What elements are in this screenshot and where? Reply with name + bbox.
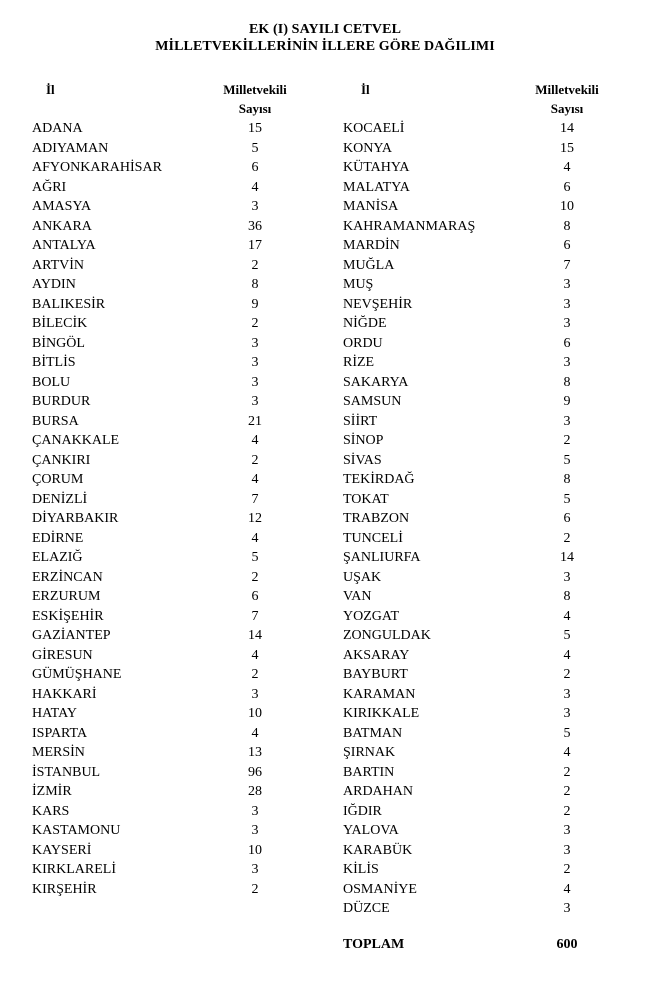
deputy-count: 8 — [563, 472, 571, 487]
province-row — [343, 412, 613, 432]
right-count-header-line1: Milletvekili — [535, 82, 599, 97]
province-name: ÇORUM — [32, 472, 84, 487]
province-row — [32, 665, 302, 685]
deputy-count: 6 — [251, 589, 259, 604]
deputy-count: 2 — [563, 803, 571, 819]
deputy-count: 7 — [251, 491, 259, 507]
deputy-count: 3 — [563, 901, 571, 916]
province-row — [343, 646, 613, 666]
deputy-count: 8 — [563, 374, 571, 390]
province-row — [343, 724, 613, 744]
province-name: AMASYA — [32, 199, 92, 214]
province-row — [343, 685, 613, 705]
deputy-count: 4 — [251, 725, 259, 741]
province-name: MUĞLA — [343, 257, 395, 273]
province-name: MALATYA — [343, 179, 410, 195]
province-name: GAZİANTEP — [32, 628, 111, 643]
deputy-count: 2 — [251, 667, 259, 682]
province-name: ELAZIĞ — [32, 550, 83, 565]
province-name: BİNGÖL — [32, 335, 85, 351]
province-row — [343, 587, 613, 607]
province-row — [32, 275, 302, 295]
deputy-count: 7 — [251, 608, 259, 624]
province-row — [343, 275, 613, 295]
deputy-count: 4 — [251, 530, 259, 546]
deputy-count: 13 — [248, 745, 262, 760]
deputy-count: 2 — [251, 316, 259, 331]
deputy-count: 9 — [563, 394, 571, 409]
deputy-count: 3 — [251, 803, 259, 819]
province-row — [343, 743, 613, 763]
deputy-count: 21 — [248, 413, 262, 429]
province-name: YALOVA — [343, 823, 399, 838]
province-name: AKSARAY — [343, 647, 410, 663]
province-name: KARS — [32, 803, 70, 819]
province-name: DİYARBAKIR — [32, 511, 119, 526]
deputy-count: 4 — [563, 608, 571, 624]
right-count-header-line2: Sayısı — [550, 101, 584, 116]
province-name: ARTVİN — [32, 257, 85, 273]
deputy-count: 2 — [563, 667, 571, 682]
deputy-count: 3 — [251, 374, 259, 390]
deputy-count: 28 — [248, 784, 262, 799]
deputy-count: 8 — [563, 589, 571, 604]
province-row — [343, 607, 613, 627]
province-row — [343, 295, 613, 315]
province-row — [32, 256, 302, 276]
province-name: İSTANBUL — [32, 764, 101, 780]
province-row — [32, 880, 302, 900]
province-name: ARDAHAN — [343, 784, 413, 799]
province-row — [32, 197, 302, 217]
province-row — [32, 470, 302, 490]
province-row — [343, 704, 613, 724]
province-row — [32, 451, 302, 471]
province-name: AĞRI — [32, 179, 67, 195]
province-row — [343, 431, 613, 451]
total-label: TOPLAM — [343, 937, 405, 952]
deputy-count: 4 — [251, 472, 259, 487]
province-row — [32, 568, 302, 588]
deputy-count: 7 — [563, 257, 571, 273]
province-name: BİTLİS — [32, 355, 76, 370]
deputy-count: 17 — [248, 238, 262, 253]
deputy-count: 6 — [251, 160, 259, 175]
province-name: TUNCELİ — [343, 530, 403, 546]
deputy-count: 10 — [248, 842, 262, 858]
deputy-count: 10 — [560, 199, 574, 214]
province-row — [32, 236, 302, 256]
deputy-count: 5 — [251, 140, 259, 156]
province-name: ŞIRNAK — [343, 745, 396, 760]
province-name: KİLİS — [343, 862, 379, 877]
deputy-count: 3 — [563, 296, 571, 312]
deputy-count: 3 — [563, 355, 571, 370]
deputy-count: 2 — [563, 862, 571, 877]
province-row — [343, 860, 613, 880]
province-name: GÜMÜŞHANE — [32, 667, 122, 682]
deputy-count: 6 — [563, 238, 571, 253]
province-row — [343, 568, 613, 588]
province-row — [32, 314, 302, 334]
province-row — [343, 529, 613, 549]
province-name: SAMSUN — [343, 394, 402, 409]
deputy-count: 10 — [248, 706, 262, 721]
deputy-count: 3 — [251, 355, 259, 370]
deputy-count: 96 — [248, 764, 262, 780]
province-row — [32, 821, 302, 841]
deputy-count: 5 — [251, 550, 259, 565]
province-name: KIRIKKALE — [343, 706, 420, 721]
province-name: VAN — [343, 589, 372, 604]
deputy-count: 3 — [251, 199, 259, 214]
province-row — [32, 860, 302, 880]
province-name: İZMİR — [32, 784, 72, 799]
province-row — [343, 841, 613, 861]
province-name: HATAY — [32, 706, 78, 721]
deputy-count: 2 — [251, 452, 259, 468]
province-row — [343, 626, 613, 646]
province-name: KOCAELİ — [343, 121, 405, 136]
province-name: DENİZLİ — [32, 491, 88, 507]
province-row — [343, 158, 613, 178]
province-name: UŞAK — [343, 569, 382, 585]
deputy-count: 2 — [563, 433, 571, 448]
province-name: RİZE — [343, 355, 375, 370]
province-name: BURSA — [32, 413, 79, 429]
province-row — [32, 119, 302, 139]
province-row — [343, 256, 613, 276]
province-name: BAYBURT — [343, 667, 408, 682]
deputy-count: 2 — [251, 569, 259, 585]
deputy-count: 4 — [251, 433, 259, 448]
province-name: KIRKLARELİ — [32, 862, 116, 877]
province-row — [343, 802, 613, 822]
document-subtitle: MİLLETVEKİLLERİNİN İLLERE GÖRE DAĞILIMI — [155, 39, 495, 54]
province-row — [32, 646, 302, 666]
province-row — [32, 724, 302, 744]
province-name: NEVŞEHİR — [343, 296, 413, 312]
province-name: ADANA — [32, 121, 83, 136]
deputy-count: 3 — [563, 413, 571, 429]
province-name: AFYONKARAHİSAR — [32, 160, 162, 175]
province-row — [343, 763, 613, 783]
left-count-header-line2: Sayısı — [238, 101, 272, 116]
province-row — [32, 529, 302, 549]
province-row — [32, 178, 302, 198]
deputy-count: 2 — [563, 530, 571, 546]
province-row — [32, 607, 302, 627]
deputy-count: 4 — [563, 745, 571, 760]
province-name: HAKKARİ — [32, 686, 97, 702]
province-name: KÜTAHYA — [343, 160, 410, 175]
province-row — [343, 490, 613, 510]
province-row — [32, 782, 302, 802]
province-row — [32, 373, 302, 393]
province-row — [343, 899, 613, 919]
province-name: BURDUR — [32, 394, 91, 409]
province-row — [32, 743, 302, 763]
province-name: MANİSA — [343, 199, 399, 214]
province-name: SİİRT — [343, 413, 378, 429]
deputy-count: 4 — [563, 160, 571, 175]
deputy-count: 3 — [251, 686, 259, 702]
province-row — [343, 880, 613, 900]
deputy-count: 8 — [563, 218, 571, 234]
province-name: MARDİN — [343, 238, 400, 253]
province-row — [343, 821, 613, 841]
province-row — [32, 295, 302, 315]
deputy-count: 3 — [563, 569, 571, 585]
province-row — [32, 353, 302, 373]
province-name: YOZGAT — [343, 608, 399, 624]
deputy-count: 12 — [248, 511, 262, 526]
province-name: KIRŞEHİR — [32, 881, 97, 897]
deputy-count: 36 — [248, 218, 262, 234]
province-name: ESKİŞEHİR — [32, 608, 104, 624]
province-name: ISPARTA — [32, 725, 88, 741]
province-row — [343, 217, 613, 237]
province-row — [343, 353, 613, 373]
province-name: BOLU — [32, 374, 71, 390]
deputy-count: 14 — [248, 628, 262, 643]
right-province-header: İl — [361, 82, 370, 97]
left-count-header-line1: Milletvekili — [223, 82, 287, 97]
province-name: ANTALYA — [32, 238, 96, 253]
province-name: KAHRAMANMARAŞ — [343, 218, 476, 234]
deputy-count: 6 — [563, 511, 571, 526]
province-row — [32, 158, 302, 178]
province-row — [32, 217, 302, 237]
deputy-count: 5 — [563, 452, 571, 468]
deputy-count: 6 — [563, 179, 571, 195]
province-name: ANKARA — [32, 218, 92, 234]
province-name: TOKAT — [343, 491, 389, 507]
province-name: EDİRNE — [32, 530, 84, 546]
province-row — [343, 334, 613, 354]
deputy-count: 15 — [248, 121, 262, 136]
deputy-count: 2 — [563, 784, 571, 799]
province-name: KARABÜK — [343, 842, 413, 858]
province-row — [343, 782, 613, 802]
deputy-count: 3 — [563, 316, 571, 331]
province-name: OSMANİYE — [343, 881, 417, 897]
province-row — [32, 392, 302, 412]
province-row — [32, 412, 302, 432]
province-row — [32, 334, 302, 354]
deputy-count: 5 — [563, 725, 571, 741]
province-name: ÇANAKKALE — [32, 433, 120, 448]
province-row — [343, 509, 613, 529]
province-name: ADIYAMAN — [32, 140, 109, 156]
province-row — [32, 704, 302, 724]
deputy-count: 3 — [563, 823, 571, 838]
province-name: SİVAS — [343, 452, 382, 468]
province-row — [343, 451, 613, 471]
province-name: MUŞ — [343, 277, 374, 292]
deputy-count: 4 — [563, 647, 571, 663]
province-row — [343, 470, 613, 490]
province-name: ORDU — [343, 335, 383, 351]
province-row — [343, 373, 613, 393]
deputy-count: 2 — [251, 881, 259, 897]
deputy-count: 6 — [563, 335, 571, 351]
deputy-count: 2 — [251, 257, 259, 273]
province-name: TEKİRDAĞ — [343, 472, 415, 487]
province-name: KONYA — [343, 140, 392, 156]
province-row — [343, 665, 613, 685]
right-province-list — [343, 119, 613, 919]
province-row — [343, 236, 613, 256]
province-name: AYDIN — [32, 277, 76, 292]
deputy-count: 4 — [251, 647, 259, 663]
province-row — [32, 587, 302, 607]
deputy-count: 15 — [560, 140, 574, 156]
deputy-count: 3 — [251, 823, 259, 838]
province-name: IĞDIR — [343, 803, 382, 819]
province-name: GİRESUN — [32, 647, 93, 663]
deputy-count: 2 — [563, 764, 571, 780]
deputy-count: 5 — [563, 628, 571, 643]
deputy-count: 3 — [251, 862, 259, 877]
deputy-count: 3 — [251, 335, 259, 351]
province-row — [32, 431, 302, 451]
deputy-count: 14 — [560, 550, 574, 565]
province-name: ÇANKIRI — [32, 452, 91, 468]
deputy-count: 4 — [251, 179, 259, 195]
deputy-count: 3 — [563, 706, 571, 721]
total-value: 600 — [556, 937, 578, 952]
province-row — [343, 314, 613, 334]
province-name: KAYSERİ — [32, 842, 92, 858]
province-row — [343, 197, 613, 217]
deputy-count: 4 — [563, 881, 571, 897]
province-row — [32, 685, 302, 705]
province-name: ERZİNCAN — [32, 569, 103, 585]
deputy-count: 3 — [563, 686, 571, 702]
province-name: DÜZCE — [343, 901, 390, 916]
province-row — [32, 802, 302, 822]
province-row — [32, 490, 302, 510]
deputy-count: 3 — [563, 842, 571, 858]
province-name: ZONGULDAK — [343, 628, 431, 643]
province-name: KARAMAN — [343, 686, 416, 702]
province-row — [32, 509, 302, 529]
province-name: SAKARYA — [343, 374, 409, 390]
province-row — [343, 548, 613, 568]
province-row — [343, 119, 613, 139]
deputy-count: 3 — [251, 394, 259, 409]
province-row — [32, 841, 302, 861]
deputy-count: 8 — [251, 277, 259, 292]
province-row — [32, 763, 302, 783]
left-province-list — [32, 119, 302, 899]
province-name: BALIKESİR — [32, 296, 106, 312]
province-row — [32, 548, 302, 568]
deputy-count: 9 — [251, 296, 259, 312]
deputy-count: 3 — [563, 277, 571, 292]
province-name: BARTIN — [343, 764, 395, 780]
province-name: NİĞDE — [343, 316, 387, 331]
province-row — [32, 139, 302, 159]
province-row — [32, 626, 302, 646]
province-name: BİLECİK — [32, 316, 88, 331]
province-name: KASTAMONU — [32, 823, 121, 838]
deputy-count: 14 — [560, 121, 574, 136]
province-row — [343, 178, 613, 198]
province-row — [343, 139, 613, 159]
left-province-header: İl — [46, 82, 55, 97]
province-name: TRABZON — [343, 511, 410, 526]
document-title: EK (I) SAYILI CETVEL — [248, 22, 402, 37]
province-name: MERSİN — [32, 745, 85, 760]
province-name: SİNOP — [343, 433, 384, 448]
province-name: ŞANLIURFA — [343, 550, 421, 565]
province-row — [343, 392, 613, 412]
province-name: ERZURUM — [32, 589, 101, 604]
deputy-count: 5 — [563, 491, 571, 507]
province-name: BATMAN — [343, 725, 403, 741]
